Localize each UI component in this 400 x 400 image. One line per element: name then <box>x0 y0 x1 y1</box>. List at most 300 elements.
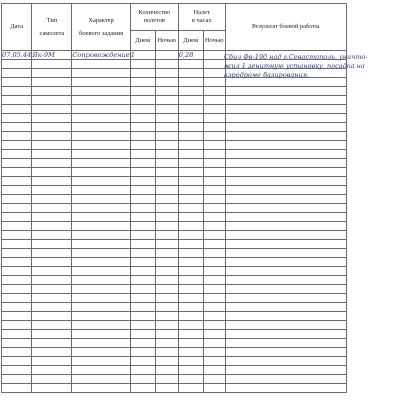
empty-cell <box>203 267 225 276</box>
empty-cell <box>225 177 346 186</box>
empty-cell <box>72 249 130 258</box>
empty-cell <box>72 204 130 213</box>
empty-cell <box>225 204 346 213</box>
empty-cell <box>32 114 72 123</box>
empty-cell <box>155 366 178 375</box>
empty-cell <box>155 114 178 123</box>
empty-cell <box>2 150 32 159</box>
empty-cell <box>155 375 178 384</box>
empty-cell <box>130 366 155 375</box>
empty-cell <box>155 348 178 357</box>
entry-result-line: жил 1 зенитную установку, посадка на <box>224 62 365 70</box>
empty-cell <box>203 186 225 195</box>
empty-cell <box>2 186 32 195</box>
entry-aircraft: Як-9М <box>32 51 72 60</box>
empty-cell <box>225 366 346 375</box>
empty-cell <box>155 294 178 303</box>
empty-cell <box>130 321 155 330</box>
empty-cell <box>2 294 32 303</box>
empty-cell <box>130 231 155 240</box>
empty-cell <box>178 105 203 114</box>
header-mission-line1: Характер <box>88 16 114 24</box>
empty-cell <box>2 231 32 240</box>
entry-result-line: Сбил Фв-190 над г.Севастополь, уничто- <box>224 53 368 61</box>
empty-cell <box>203 78 225 87</box>
empty-cell <box>178 60 203 69</box>
empty-cell <box>2 366 32 375</box>
empty-cell <box>130 186 155 195</box>
empty-cell <box>2 78 32 87</box>
empty-cell <box>225 276 346 285</box>
empty-cell <box>32 330 72 339</box>
empty-cell <box>2 105 32 114</box>
empty-cell <box>203 276 225 285</box>
empty-cell <box>225 339 346 348</box>
table-row <box>2 321 347 330</box>
empty-cell <box>2 159 32 168</box>
empty-cell <box>32 141 72 150</box>
empty-cell <box>72 213 130 222</box>
empty-cell <box>72 339 130 348</box>
empty-cell <box>72 303 130 312</box>
empty-cell <box>155 276 178 285</box>
empty-cell <box>2 69 32 78</box>
empty-cell <box>203 330 225 339</box>
empty-cell <box>72 312 130 321</box>
empty-cell <box>225 114 346 123</box>
table-row <box>2 267 347 276</box>
empty-cell <box>72 168 130 177</box>
empty-cell <box>32 168 72 177</box>
empty-cell <box>72 366 130 375</box>
empty-cell <box>72 105 130 114</box>
empty-cell <box>155 87 178 96</box>
empty-cell <box>225 285 346 294</box>
empty-cell <box>2 222 32 231</box>
table-row <box>2 123 347 132</box>
empty-cell <box>178 96 203 105</box>
empty-cell <box>178 204 203 213</box>
empty-cell <box>72 348 130 357</box>
empty-cell <box>178 366 203 375</box>
table-row <box>2 258 347 267</box>
empty-cell <box>2 195 32 204</box>
table-row <box>2 231 347 240</box>
empty-cell <box>225 330 346 339</box>
empty-cell <box>32 384 72 393</box>
header-flights-night: Ночью <box>155 31 178 51</box>
empty-cell <box>203 285 225 294</box>
empty-cell <box>130 78 155 87</box>
empty-cell <box>2 258 32 267</box>
empty-cell <box>72 186 130 195</box>
empty-cell <box>225 132 346 141</box>
empty-cell <box>2 141 32 150</box>
empty-cell <box>72 141 130 150</box>
table-row <box>2 303 347 312</box>
empty-cell <box>130 60 155 69</box>
empty-cell <box>178 186 203 195</box>
table-row <box>2 186 347 195</box>
empty-cell <box>225 249 346 258</box>
empty-cell <box>2 375 32 384</box>
empty-cell <box>155 150 178 159</box>
table-row <box>2 348 347 357</box>
empty-cell <box>130 384 155 393</box>
empty-cell <box>72 384 130 393</box>
empty-cell <box>155 357 178 366</box>
empty-cell <box>203 339 225 348</box>
empty-cell <box>32 186 72 195</box>
header-aircraft-type <box>32 4 72 51</box>
empty-cell <box>32 222 72 231</box>
header-aircraft-type-line2: самолета <box>39 29 65 37</box>
empty-cell <box>178 348 203 357</box>
empty-cell <box>32 195 72 204</box>
empty-cell <box>155 258 178 267</box>
empty-cell <box>130 96 155 105</box>
empty-cell <box>32 78 72 87</box>
header-hours <box>178 4 225 31</box>
empty-cell <box>32 123 72 132</box>
empty-cell <box>2 249 32 258</box>
empty-cell <box>72 267 130 276</box>
empty-cell <box>130 267 155 276</box>
empty-cell <box>178 177 203 186</box>
entry-flights-night <box>155 51 178 60</box>
empty-cell <box>32 321 72 330</box>
empty-cell <box>178 330 203 339</box>
empty-cell <box>225 123 346 132</box>
empty-cell <box>225 384 346 393</box>
empty-cell <box>72 96 130 105</box>
empty-cell <box>2 60 32 69</box>
table-row <box>2 339 347 348</box>
empty-cell <box>155 267 178 276</box>
empty-cell <box>2 357 32 366</box>
empty-cell <box>32 366 72 375</box>
header-flights-day: Днем <box>130 31 155 51</box>
empty-cell <box>72 240 130 249</box>
empty-cell <box>2 168 32 177</box>
empty-cell <box>225 222 346 231</box>
empty-cell <box>2 114 32 123</box>
empty-cell <box>155 141 178 150</box>
empty-cell <box>203 150 225 159</box>
empty-cell <box>130 249 155 258</box>
empty-cell <box>2 132 32 141</box>
empty-cell <box>2 384 32 393</box>
empty-cell <box>32 213 72 222</box>
empty-cell <box>203 375 225 384</box>
header-aircraft-type-line1: Тип <box>46 16 58 24</box>
empty-cell <box>155 240 178 249</box>
empty-cell <box>72 69 130 78</box>
empty-cell <box>72 123 130 132</box>
header-flights-line2: полетов <box>143 17 165 24</box>
empty-cell <box>32 159 72 168</box>
empty-cell <box>225 231 346 240</box>
empty-cell <box>178 312 203 321</box>
log-body <box>2 51 368 393</box>
empty-cell <box>178 339 203 348</box>
table-row <box>2 366 347 375</box>
empty-cell <box>225 357 346 366</box>
empty-cell <box>225 195 346 204</box>
empty-cell <box>155 132 178 141</box>
empty-cell <box>32 96 72 105</box>
empty-cell <box>178 294 203 303</box>
empty-cell <box>225 303 346 312</box>
empty-cell <box>32 132 72 141</box>
empty-cell <box>225 312 346 321</box>
empty-cell <box>225 186 346 195</box>
empty-cell <box>72 375 130 384</box>
empty-cell <box>130 357 155 366</box>
empty-cell <box>2 240 32 249</box>
empty-cell <box>178 87 203 96</box>
empty-cell <box>2 276 32 285</box>
empty-cell <box>2 213 32 222</box>
table-row <box>2 330 347 339</box>
empty-cell <box>178 357 203 366</box>
empty-cell <box>32 285 72 294</box>
table-row <box>2 132 347 141</box>
empty-cell <box>155 312 178 321</box>
entry-flights-day: 1 <box>130 51 155 60</box>
empty-cell <box>130 339 155 348</box>
empty-cell <box>130 312 155 321</box>
empty-cell <box>155 249 178 258</box>
empty-cell <box>130 276 155 285</box>
table-row <box>2 240 347 249</box>
table-row <box>2 375 347 384</box>
empty-cell <box>155 168 178 177</box>
empty-cell <box>32 303 72 312</box>
empty-cell <box>225 96 346 105</box>
empty-cell <box>32 348 72 357</box>
empty-cell <box>178 258 203 267</box>
empty-cell <box>130 123 155 132</box>
empty-cell <box>32 249 72 258</box>
empty-cell <box>130 159 155 168</box>
empty-cell <box>130 114 155 123</box>
empty-cell <box>203 294 225 303</box>
empty-cell <box>155 384 178 393</box>
empty-cell <box>72 60 130 69</box>
empty-cell <box>72 114 130 123</box>
header-flights <box>130 4 178 31</box>
empty-cell <box>130 132 155 141</box>
entry-hours-day: 0,28 <box>178 51 203 60</box>
empty-cell <box>203 96 225 105</box>
header-mission-line2: боевого задания <box>79 29 124 37</box>
empty-cell <box>178 114 203 123</box>
empty-cell <box>178 69 203 78</box>
empty-cell <box>2 177 32 186</box>
empty-cell <box>130 330 155 339</box>
empty-cell <box>178 267 203 276</box>
empty-cell <box>203 348 225 357</box>
empty-cell <box>72 132 130 141</box>
empty-cell <box>203 177 225 186</box>
empty-cell <box>203 204 225 213</box>
empty-cell <box>2 87 32 96</box>
table-row <box>2 96 347 105</box>
empty-cell <box>225 375 346 384</box>
table-row <box>2 249 347 258</box>
empty-cell <box>32 87 72 96</box>
empty-cell <box>155 186 178 195</box>
empty-cell <box>72 87 130 96</box>
empty-cell <box>178 150 203 159</box>
empty-cell <box>130 150 155 159</box>
empty-cell <box>178 123 203 132</box>
empty-cell <box>130 375 155 384</box>
empty-cell <box>32 240 72 249</box>
empty-cell <box>203 384 225 393</box>
empty-cell <box>155 96 178 105</box>
empty-cell <box>155 339 178 348</box>
empty-cell <box>203 168 225 177</box>
empty-cell <box>155 123 178 132</box>
table-row <box>2 357 347 366</box>
empty-cell <box>130 195 155 204</box>
table-row <box>2 213 347 222</box>
empty-cell <box>32 375 72 384</box>
empty-cell <box>203 258 225 267</box>
table-row <box>2 159 347 168</box>
empty-cell <box>32 204 72 213</box>
empty-cell <box>225 348 346 357</box>
table-row <box>2 276 347 285</box>
table-row <box>2 204 347 213</box>
empty-cell <box>225 321 346 330</box>
empty-cell <box>178 213 203 222</box>
empty-cell <box>178 240 203 249</box>
empty-cell <box>155 222 178 231</box>
table-row <box>2 312 347 321</box>
empty-cell <box>178 384 203 393</box>
empty-cell <box>155 78 178 87</box>
empty-cell <box>130 222 155 231</box>
empty-cell <box>203 123 225 132</box>
empty-cell <box>72 258 130 267</box>
table-row <box>2 195 347 204</box>
empty-cell <box>203 69 225 78</box>
empty-cell <box>32 276 72 285</box>
entry-mission: Сопровождение <box>72 51 130 59</box>
empty-cell <box>203 159 225 168</box>
empty-cell <box>72 150 130 159</box>
header-hours-day: Днем <box>178 31 203 51</box>
table-row <box>2 384 347 393</box>
empty-cell <box>72 159 130 168</box>
table-row <box>2 285 347 294</box>
empty-cell <box>155 195 178 204</box>
empty-cell <box>2 285 32 294</box>
table-row <box>2 222 347 231</box>
empty-cell <box>32 150 72 159</box>
empty-cell <box>178 231 203 240</box>
empty-cell <box>32 105 72 114</box>
empty-cell <box>203 366 225 375</box>
empty-cell <box>225 159 346 168</box>
empty-cell <box>32 267 72 276</box>
empty-cell <box>155 204 178 213</box>
empty-cell <box>72 276 130 285</box>
empty-cell <box>2 303 32 312</box>
empty-cell <box>72 231 130 240</box>
empty-cell <box>32 177 72 186</box>
table-row <box>2 177 347 186</box>
empty-cell <box>130 204 155 213</box>
empty-cell <box>155 330 178 339</box>
table-row <box>2 150 347 159</box>
empty-cell <box>203 321 225 330</box>
empty-cell <box>72 222 130 231</box>
empty-cell <box>203 141 225 150</box>
empty-cell <box>2 348 32 357</box>
empty-cell <box>225 240 346 249</box>
empty-cell <box>203 213 225 222</box>
empty-cell <box>225 150 346 159</box>
empty-cell <box>130 87 155 96</box>
empty-cell <box>32 339 72 348</box>
empty-cell <box>155 159 178 168</box>
empty-cell <box>155 285 178 294</box>
empty-cell <box>225 294 346 303</box>
header-date: Дата <box>2 4 32 51</box>
header-mission <box>72 4 130 51</box>
empty-cell <box>32 357 72 366</box>
empty-cell <box>32 69 72 78</box>
table-row <box>2 141 347 150</box>
empty-cell <box>203 240 225 249</box>
empty-cell <box>225 213 346 222</box>
empty-cell <box>225 168 346 177</box>
empty-cell <box>178 132 203 141</box>
empty-cell <box>130 141 155 150</box>
empty-cell <box>203 357 225 366</box>
empty-cell <box>130 213 155 222</box>
header-hours-night: Ночью <box>203 31 225 51</box>
empty-cell <box>2 321 32 330</box>
empty-cell <box>72 285 130 294</box>
header-result: Результат боевой работы <box>225 4 346 51</box>
empty-cell <box>130 285 155 294</box>
empty-cell <box>203 87 225 96</box>
empty-cell <box>72 321 130 330</box>
empty-cell <box>178 285 203 294</box>
empty-cell <box>130 348 155 357</box>
header-hours-line1: Налет <box>193 9 210 16</box>
empty-cell <box>178 78 203 87</box>
empty-cell <box>155 69 178 78</box>
empty-cell <box>72 330 130 339</box>
empty-cell <box>32 294 72 303</box>
entry-result-text <box>224 53 368 80</box>
empty-cell <box>130 168 155 177</box>
empty-cell <box>203 312 225 321</box>
empty-cell <box>32 312 72 321</box>
empty-cell <box>72 357 130 366</box>
header-hours-line2: в часах <box>191 17 212 24</box>
empty-cell <box>130 69 155 78</box>
empty-cell <box>225 105 346 114</box>
empty-cell <box>225 87 346 96</box>
empty-cell <box>155 321 178 330</box>
